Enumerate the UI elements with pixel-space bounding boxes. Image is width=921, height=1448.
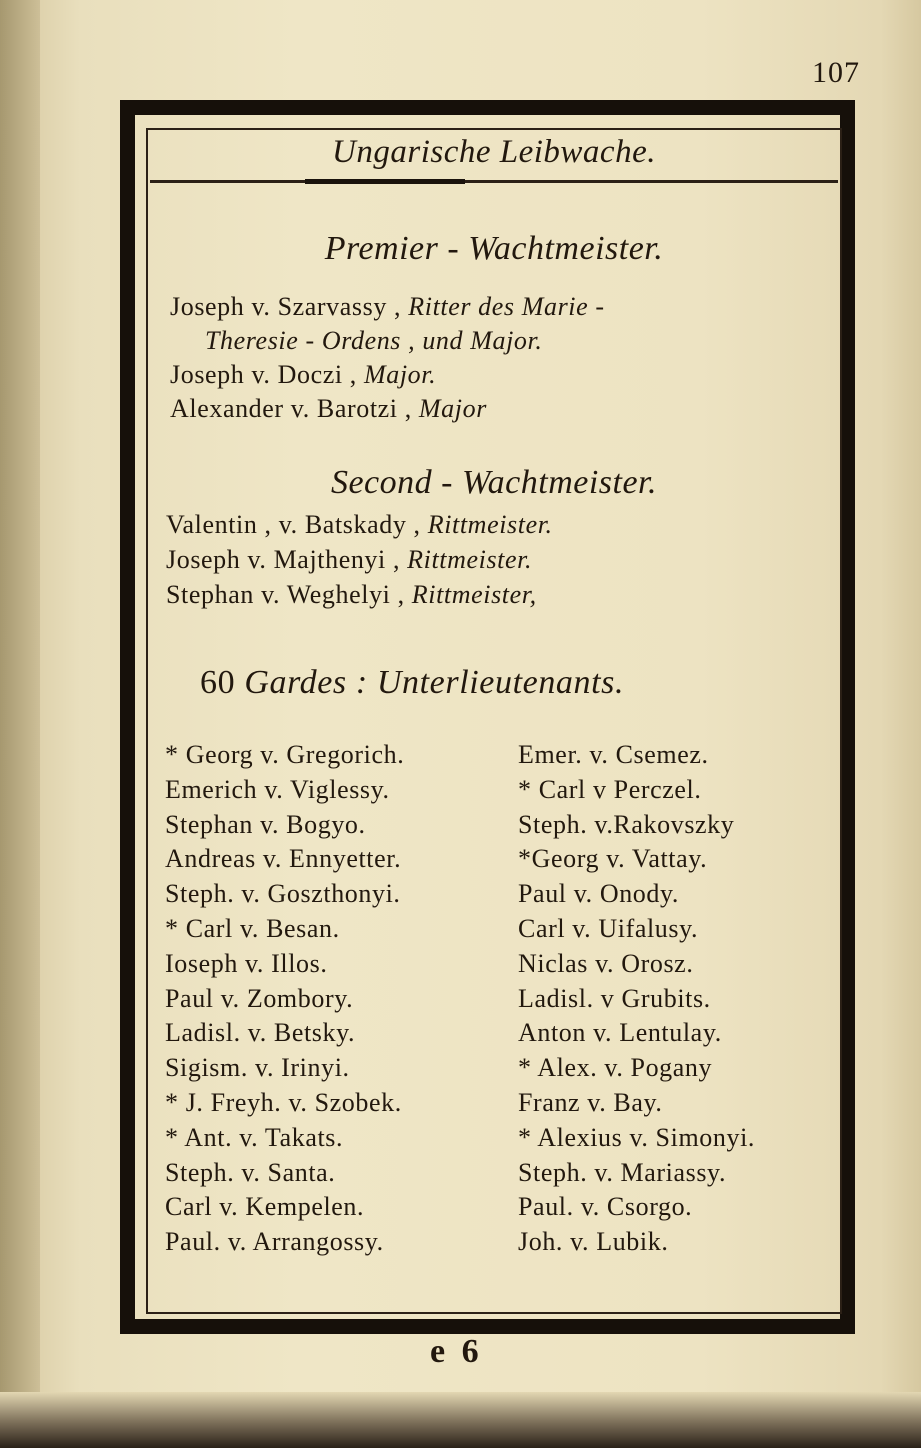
list-item: * Ant. v. Takats.: [165, 1122, 344, 1152]
list-item: Stephan v. Bogyo.: [165, 809, 366, 839]
signature-mark: e 6: [430, 1333, 483, 1370]
list-item: Steph. v. Santa.: [165, 1157, 336, 1187]
list-item: Ladisl. v Grubits.: [518, 983, 711, 1013]
list-item: Paul. v. Csorgo.: [518, 1192, 693, 1222]
list-item: * Carl v Perczel.: [518, 774, 702, 804]
gardes-count: 60: [200, 664, 236, 701]
page-number: 107: [812, 56, 860, 89]
second-line-text: Stephan v. Weghelyi ,: [166, 580, 412, 609]
gardes-title: Gardes : Unterlieutenants.: [244, 664, 625, 701]
premier-line-title: Major.: [363, 360, 437, 389]
list-item: * Carl v. Besan.: [165, 913, 340, 943]
list-item: Steph. v. Mariassy.: [518, 1157, 727, 1187]
gardes-right-column: [518, 738, 755, 1260]
list-item: * Georg v. Gregorich.: [165, 740, 405, 769]
second-line: [166, 510, 553, 540]
list-item: *Georg v. Vattay.: [518, 844, 708, 874]
list-item: Ioseph v. Illos.: [165, 948, 328, 978]
list-item: Paul v. Zombory.: [165, 983, 354, 1013]
list-item: Franz v. Bay.: [518, 1087, 663, 1117]
gardes-heading: [200, 664, 624, 702]
list-item: Carl v. Uifalusy.: [518, 913, 699, 943]
list-item: Steph. v.Rakovszky: [518, 809, 735, 839]
list-item: Joh. v. Lubik.: [518, 1227, 669, 1257]
page-title: Ungarische Leibwache.: [332, 134, 656, 170]
second-line-title: Rittmeister,: [411, 580, 537, 609]
gardes-left-column: [165, 738, 404, 1260]
second-heading: Second - Wachtmeister.: [330, 464, 658, 501]
premier-line-text: Alexander v. Barotzi ,: [170, 394, 419, 423]
premier-line: [205, 326, 542, 356]
title-rule: [150, 180, 838, 183]
list-item: Carl v. Kempelen.: [165, 1192, 365, 1222]
second-line: [166, 580, 537, 610]
second-line-text: Joseph v. Majthenyi ,: [166, 545, 408, 574]
second-line-title: Rittmeister.: [407, 545, 533, 574]
scan-edge: [0, 1392, 921, 1448]
premier-line-title: Ritter des Marie -: [408, 292, 605, 321]
list-item: Paul v. Onody.: [518, 879, 680, 909]
list-item: Emer. v. Csemez.: [518, 740, 709, 769]
list-item: Paul. v. Arrangossy.: [165, 1227, 384, 1257]
premier-line-text: Joseph v. Szarvassy ,: [170, 292, 409, 321]
second-line: [166, 545, 532, 575]
list-item: Niclas v. Orosz.: [518, 948, 694, 978]
premier-line-title: Theresie - Ordens , und Major.: [205, 326, 543, 355]
list-item: * J. Freyh. v. Szobek.: [165, 1087, 402, 1117]
premier-line: [170, 394, 487, 424]
list-item: * Alex. v. Pogany: [518, 1053, 713, 1083]
list-item: Emerich v. Viglessy.: [165, 774, 390, 804]
premier-line-text: Joseph v. Doczi ,: [170, 360, 364, 389]
premier-line: [170, 360, 436, 390]
page-gutter: [0, 0, 40, 1448]
title-rule-accent: [305, 179, 465, 184]
list-item: Steph. v. Goszthonyi.: [165, 879, 401, 909]
list-item: Sigism. v. Irinyi.: [165, 1053, 350, 1083]
list-item: Andreas v. Ennyetter.: [165, 844, 402, 874]
list-item: Ladisl. v. Betsky.: [165, 1018, 356, 1048]
premier-line-title: Major: [418, 394, 487, 423]
second-line-text: Valentin , v. Batskady ,: [166, 510, 428, 539]
list-item: Anton v. Lentulay.: [518, 1018, 722, 1048]
second-line-title: Rittmeister.: [427, 510, 553, 539]
premier-heading: Premier - Wachtmeister.: [324, 230, 664, 267]
list-item: * Alexius v. Simonyi.: [518, 1122, 755, 1152]
premier-line: [170, 292, 605, 322]
